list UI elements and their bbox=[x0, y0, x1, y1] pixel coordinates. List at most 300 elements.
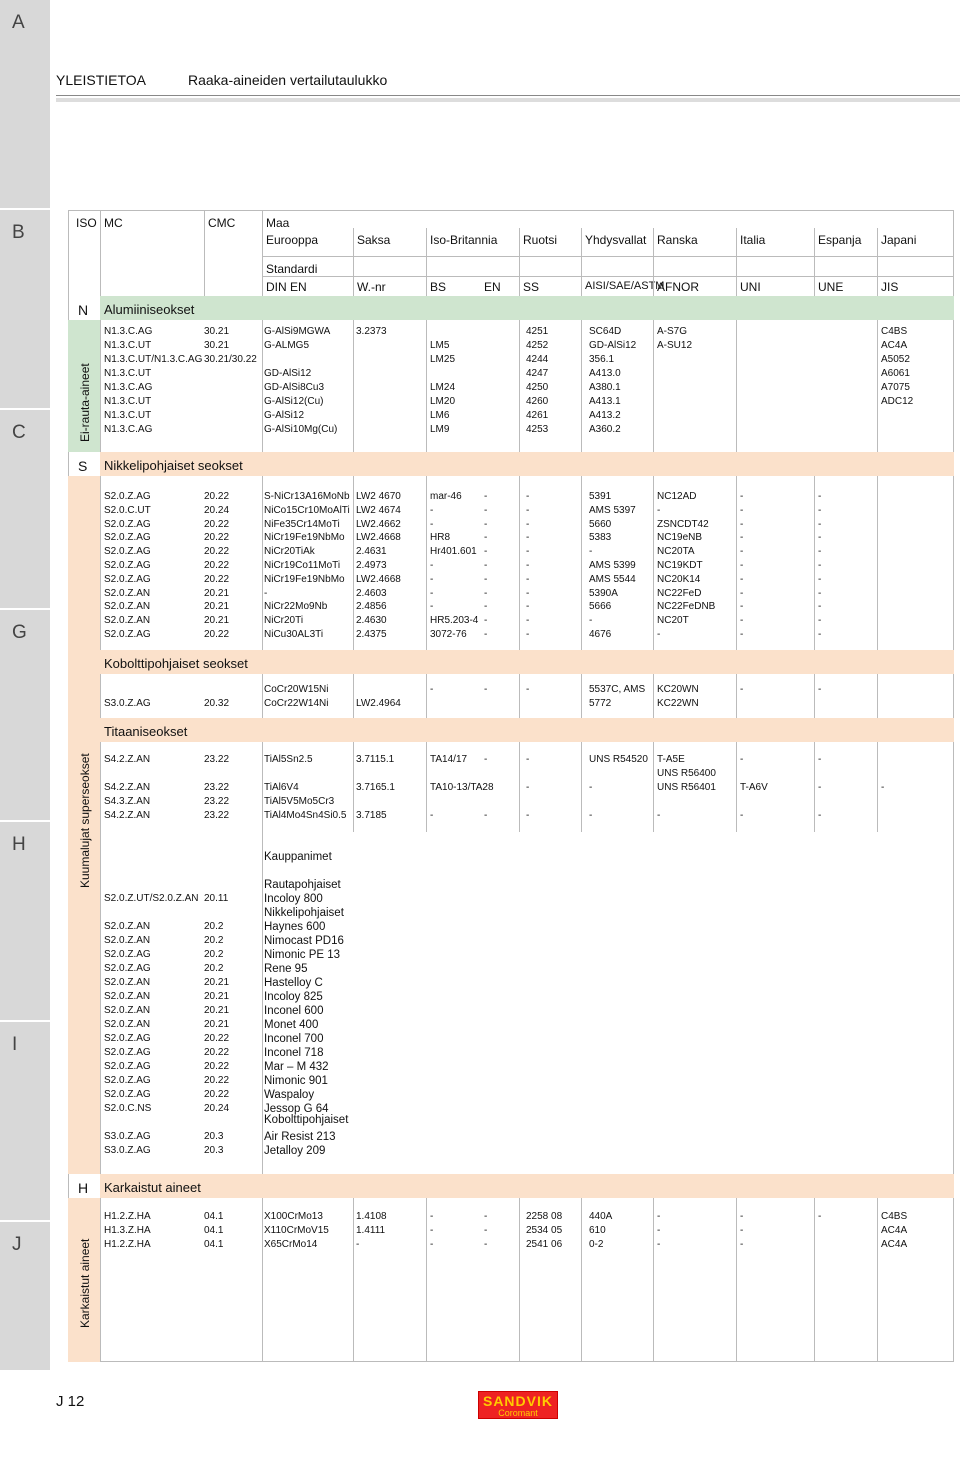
table-cell: 20.21 bbox=[204, 1005, 230, 1016]
table-cell: - bbox=[740, 504, 744, 516]
header-standard-8: UNE bbox=[818, 280, 844, 294]
table-cell: - bbox=[526, 546, 530, 558]
table-cell: - bbox=[430, 504, 434, 516]
table-cell: KC20WN bbox=[657, 684, 699, 695]
table-cell: AC4A bbox=[881, 1225, 908, 1236]
table-cell: A5052 bbox=[881, 354, 910, 365]
table-cell: G-AlSi12 bbox=[264, 410, 305, 421]
table-cell: S2.0.Z.AG bbox=[104, 560, 151, 571]
table-cell: X100CrMo13 bbox=[264, 1211, 323, 1222]
table-cell: - bbox=[740, 573, 744, 585]
table-cell: TiAl6V4 bbox=[264, 782, 299, 793]
table-cell: S2.0.Z.AG bbox=[104, 1061, 151, 1072]
table-cell: S2.0.Z.AN bbox=[104, 1019, 151, 1030]
table-cell: - bbox=[264, 587, 268, 599]
table-cell: 2.4603 bbox=[356, 587, 387, 599]
table-cell: GD-AlSi8Cu3 bbox=[264, 382, 325, 393]
table-row bbox=[0, 810, 860, 824]
table-cell: LM20 bbox=[430, 396, 456, 407]
grid-v-2 bbox=[426, 228, 427, 296]
table-cell: 2.4973 bbox=[356, 560, 387, 571]
table-cell: LM5 bbox=[430, 340, 450, 351]
side-tab-i[interactable]: I bbox=[0, 1022, 50, 1222]
table-cell: 20.22 bbox=[204, 1075, 230, 1086]
grid-h1 bbox=[262, 256, 954, 257]
header-standard-5: AISI/SAE/ASTM bbox=[585, 280, 665, 292]
table-cell: 440A bbox=[589, 1211, 613, 1222]
list-item bbox=[0, 1047, 860, 1061]
table-cell: N1.3.C.UT/N1.3.C.AG bbox=[104, 354, 203, 365]
table-cell: NiCr20TiAk bbox=[264, 546, 315, 558]
list-item bbox=[0, 1145, 860, 1159]
table-row bbox=[0, 615, 860, 629]
table-cell: G-AlSi10Mg(Cu) bbox=[264, 424, 338, 435]
table-cell: - bbox=[589, 782, 593, 793]
table-cell: Rene 95 bbox=[264, 963, 308, 975]
list-item bbox=[0, 1089, 860, 1103]
list-item bbox=[0, 1005, 860, 1019]
table-cell: S2.0.Z.AG bbox=[104, 518, 151, 530]
table-cell: - bbox=[484, 518, 488, 530]
header-standard-0: DIN EN bbox=[266, 280, 307, 294]
table-row bbox=[0, 1239, 908, 1253]
table-cell: - bbox=[430, 1211, 434, 1222]
table-cell: - bbox=[484, 491, 488, 502]
grid-v-alu-8 bbox=[877, 320, 878, 452]
table-cell: 20.22 bbox=[204, 546, 230, 558]
table-cell: - bbox=[526, 629, 530, 640]
table-cell: - bbox=[818, 587, 822, 599]
table-cell: NiCo15Cr10MoAlTi bbox=[264, 504, 350, 516]
section-title: YLEISTIETOA bbox=[56, 72, 146, 88]
table-cell: NC19eNB bbox=[657, 532, 703, 544]
table-cell: S2.0.Z.AN bbox=[104, 991, 151, 1002]
table-cell: - bbox=[589, 615, 593, 627]
table-cell: Mar – M 432 bbox=[264, 1061, 329, 1073]
section-karkaistut: Karkaistut aineet bbox=[100, 1174, 954, 1198]
list-item bbox=[0, 1033, 860, 1047]
table-cell: - bbox=[818, 810, 822, 821]
table-cell: LW2 4670 bbox=[356, 491, 401, 502]
table-cell: ZSNCDT42 bbox=[657, 518, 709, 530]
table-cell: - bbox=[484, 504, 488, 516]
table-cell: Haynes 600 bbox=[264, 921, 326, 933]
header-standard-1: W.-nr bbox=[357, 280, 386, 294]
table-cell: S2.0.Z.AG bbox=[104, 546, 151, 558]
header-standard-6: AFNOR bbox=[657, 280, 699, 294]
table-cell: - bbox=[526, 532, 530, 544]
table-cell: G-AlSi12(Cu) bbox=[264, 396, 324, 407]
table-cell: 4260 bbox=[526, 396, 549, 407]
header-cmc: CMC bbox=[208, 216, 236, 230]
table-cell: - bbox=[818, 601, 822, 613]
table-cell: HR5.203-4 bbox=[430, 615, 479, 627]
table-row bbox=[0, 546, 860, 560]
table-cell: S2.0.Z.AN bbox=[104, 921, 151, 932]
table-cell: NC22FeD bbox=[657, 587, 702, 599]
grid-v-h-9 bbox=[877, 1198, 878, 1362]
table-row bbox=[0, 601, 860, 615]
header-standard-3: EN bbox=[484, 280, 501, 294]
table-cell: - bbox=[484, 810, 488, 821]
table-cell: S3.0.Z.AG bbox=[104, 1145, 151, 1156]
grid-v-3 bbox=[519, 228, 520, 296]
table-cell: 5383 bbox=[589, 532, 612, 544]
table-cell: 30.21/30.22 bbox=[204, 354, 257, 365]
table-cell: AMS 5399 bbox=[589, 560, 636, 571]
table-cell: - bbox=[526, 491, 530, 502]
grid-v-8 bbox=[877, 228, 878, 296]
table-cell: H1.2.Z.HA bbox=[104, 1211, 151, 1222]
table-cell: LW2.4668 bbox=[356, 532, 401, 544]
table-cell: NiFe35Cr14MoTi bbox=[264, 518, 340, 530]
side-tab-g[interactable]: G bbox=[0, 610, 50, 822]
table-row bbox=[0, 698, 860, 712]
table-cell: Incoloy 825 bbox=[264, 991, 323, 1003]
table-cell: 5666 bbox=[589, 601, 612, 613]
table-cell: - bbox=[526, 573, 530, 585]
table-cell: 20.2 bbox=[204, 963, 224, 974]
table-cell: - bbox=[430, 601, 434, 613]
table-row bbox=[0, 424, 860, 438]
list-item bbox=[0, 1075, 860, 1089]
table-cell: - bbox=[484, 573, 488, 585]
header-divider-shadow bbox=[56, 98, 960, 102]
table-cell: 356.1 bbox=[589, 354, 615, 365]
table-cell: 20.2 bbox=[204, 935, 224, 946]
table-cell: NC20K14 bbox=[657, 573, 701, 585]
table-cell: - bbox=[818, 491, 822, 502]
header-standardi: Standardi bbox=[266, 262, 318, 276]
table-cell: N1.3.C.AG bbox=[104, 326, 153, 337]
table-cell: 5537C, AMS bbox=[589, 684, 646, 695]
header-standard-9: JIS bbox=[881, 280, 899, 294]
table-cell: - bbox=[589, 810, 593, 821]
header-iso: ISO bbox=[76, 216, 97, 230]
table-cell: 23.22 bbox=[204, 810, 230, 821]
table-cell: 04.1 bbox=[204, 1225, 224, 1236]
table-cell: A413.1 bbox=[589, 396, 621, 407]
table-cell: A413.2 bbox=[589, 410, 621, 421]
table-cell: UNS R56401 bbox=[657, 782, 716, 793]
table-cell: - bbox=[484, 1211, 488, 1222]
table-cell: S2.0.C.NS bbox=[104, 1103, 152, 1114]
table-cell: A-SU12 bbox=[657, 340, 693, 351]
side-tab-j[interactable]: J bbox=[0, 1222, 50, 1372]
table-cell: S2.0.Z.AN bbox=[104, 601, 151, 613]
table-cell: KC22WN bbox=[657, 698, 699, 709]
table-cell: S3.0.Z.AG bbox=[104, 698, 151, 709]
list-item bbox=[0, 991, 860, 1005]
side-tab-c[interactable]: C bbox=[0, 410, 50, 610]
table-cell: - bbox=[740, 629, 744, 640]
page-number: J 12 bbox=[56, 1393, 85, 1410]
page-title: Raaka-aineiden vertailutaulukko bbox=[188, 72, 388, 88]
table-cell: G-AlSi9MGWA bbox=[264, 326, 331, 337]
table-cell: 20.22 bbox=[204, 1061, 230, 1072]
table-cell: - bbox=[657, 1211, 661, 1222]
table-cell: NC12AD bbox=[657, 491, 697, 502]
table-cell: - bbox=[657, 504, 661, 516]
table-cell: 04.1 bbox=[204, 1211, 224, 1222]
table-cell: - bbox=[430, 587, 434, 599]
table-cell: SC64D bbox=[589, 326, 622, 337]
table-cell: C4BS bbox=[881, 326, 908, 337]
grid-v-5 bbox=[653, 228, 654, 296]
table-cell: 3072-76 bbox=[430, 629, 467, 640]
header-country-1: Saksa bbox=[357, 233, 391, 247]
table-cell: Inconel 700 bbox=[264, 1033, 324, 1045]
table-cell: mar-46 bbox=[430, 491, 462, 502]
table-cell: S2.0.Z.AG bbox=[104, 573, 151, 585]
side-tab-a[interactable]: A bbox=[0, 0, 50, 210]
table-cell: CoCr20W15Ni bbox=[264, 684, 329, 695]
trade-names-sub-cobalt: Kobolttipohjaiset bbox=[264, 1114, 349, 1126]
table-cell: 20.22 bbox=[204, 1047, 230, 1058]
grid-v-7 bbox=[814, 228, 815, 296]
table-cell: 20.2 bbox=[204, 921, 224, 932]
table-row bbox=[0, 505, 860, 519]
table-row bbox=[0, 368, 910, 382]
table-cell: S2.0.Z.AG bbox=[104, 1075, 151, 1086]
trade-names-sub-nickel: Nikkelipohjaiset bbox=[264, 907, 344, 919]
grid-v-co-9 bbox=[877, 674, 878, 718]
table-cell: 30.21 bbox=[204, 340, 230, 351]
table-cell: - bbox=[430, 810, 434, 821]
table-cell: A380.1 bbox=[589, 382, 621, 393]
table-cell: S4.2.Z.AN bbox=[104, 782, 151, 793]
table-cell: A360.2 bbox=[589, 424, 621, 435]
table-cell: S2.0.Z.AG bbox=[104, 949, 151, 960]
table-row bbox=[0, 340, 908, 354]
header-country-7: Espanja bbox=[818, 233, 862, 247]
table-cell: 2.4375 bbox=[356, 629, 387, 640]
table-cell: UNS R54520 bbox=[589, 754, 648, 765]
table-cell: S4.3.Z.AN bbox=[104, 796, 151, 807]
table-row bbox=[0, 532, 860, 546]
table-cell: 20.32 bbox=[204, 698, 230, 709]
list-item bbox=[0, 893, 860, 907]
table-cell: - bbox=[740, 810, 744, 821]
table-cell: - bbox=[526, 587, 530, 599]
table-cell: AC4A bbox=[881, 1239, 908, 1250]
table-cell: T-A6V bbox=[740, 782, 768, 793]
table-cell: - bbox=[484, 587, 488, 599]
header-maa: Maa bbox=[266, 216, 290, 230]
table-cell: S2.0.Z.AG bbox=[104, 1033, 151, 1044]
table-cell: UNS R56400 bbox=[657, 768, 716, 779]
table-cell: - bbox=[484, 754, 488, 765]
table-cell: 5391 bbox=[589, 491, 612, 502]
list-item bbox=[0, 949, 860, 963]
table-row bbox=[0, 410, 860, 424]
table-cell: - bbox=[526, 615, 530, 627]
side-tab-h[interactable]: H bbox=[0, 822, 50, 1022]
table-cell: - bbox=[430, 1239, 434, 1250]
table-row bbox=[0, 1225, 908, 1239]
table-cell: 23.22 bbox=[204, 782, 230, 793]
table-cell: X110CrMoV15 bbox=[264, 1225, 329, 1236]
header-country-4: Yhdysvallat bbox=[585, 233, 647, 247]
header-country-3: Ruotsi bbox=[523, 233, 558, 247]
table-cell: - bbox=[740, 754, 744, 765]
table-cell: - bbox=[589, 546, 593, 558]
table-row bbox=[0, 754, 860, 768]
table-cell: S2.0.Z.AN bbox=[104, 615, 151, 627]
table-cell: - bbox=[526, 782, 530, 793]
table-cell: 4250 bbox=[526, 382, 549, 393]
table-cell: LW2.4662 bbox=[356, 518, 401, 530]
table-cell: C4BS bbox=[881, 1211, 908, 1222]
header-standard-2: BS bbox=[430, 280, 447, 294]
header-country-5: Ranska bbox=[657, 233, 698, 247]
table-cell: NiCr19Fe19NbMo bbox=[264, 573, 345, 585]
table-row bbox=[0, 396, 914, 410]
table-cell: 4253 bbox=[526, 424, 549, 435]
table-row bbox=[0, 574, 860, 588]
table-cell: 4247 bbox=[526, 368, 549, 379]
table-cell: - bbox=[818, 546, 822, 558]
table-cell: NC19KDT bbox=[657, 560, 703, 571]
table-cell: - bbox=[526, 684, 530, 695]
table-cell: NiCr19Co11MoTi bbox=[264, 560, 341, 571]
table-cell: S4.2.Z.AN bbox=[104, 810, 151, 821]
table-cell: 20.22 bbox=[204, 532, 230, 544]
table-cell: Air Resist 213 bbox=[264, 1131, 336, 1143]
grid-v-ti-9 bbox=[877, 742, 878, 832]
table-cell: Nimocast PD16 bbox=[264, 935, 344, 947]
table-cell: 5660 bbox=[589, 518, 612, 530]
header-country-0: Eurooppa bbox=[266, 233, 319, 247]
header-country-8: Japani bbox=[881, 233, 917, 247]
table-cell: 2.4856 bbox=[356, 601, 387, 613]
table-cell: ADC12 bbox=[881, 396, 914, 407]
table-cell: S2.0.Z.UT/S2.0.Z.AN bbox=[104, 893, 199, 904]
grid-h2 bbox=[262, 276, 954, 277]
table-cell: 20.21 bbox=[204, 991, 230, 1002]
side-tab-b[interactable]: B bbox=[0, 210, 50, 410]
vertical-label-super: Kuumalujat superseokset bbox=[78, 753, 92, 888]
table-cell: 20.2 bbox=[204, 949, 224, 960]
table-cell: 1.4108 bbox=[356, 1211, 387, 1222]
table-cell: - bbox=[740, 1225, 744, 1236]
table-cell: 04.1 bbox=[204, 1239, 224, 1250]
table-cell: - bbox=[526, 560, 530, 571]
table-row bbox=[0, 326, 908, 340]
table-cell: H1.2.Z.HA bbox=[104, 1239, 151, 1250]
table-cell: - bbox=[740, 518, 744, 530]
table-cell: S2.0.Z.AG bbox=[104, 629, 151, 640]
table-cell: CoCr22W14Ni bbox=[264, 698, 329, 709]
table-cell: H1.3.Z.HA bbox=[104, 1225, 151, 1236]
table-cell: S2.0.Z.AG bbox=[104, 532, 151, 544]
table-cell: - bbox=[484, 532, 488, 544]
table-cell: AC4A bbox=[881, 340, 908, 351]
table-cell: - bbox=[740, 615, 744, 627]
table-cell: S2.0.Z.AN bbox=[104, 587, 151, 599]
table-cell: - bbox=[430, 684, 434, 695]
table-cell: - bbox=[818, 504, 822, 516]
list-item bbox=[0, 977, 860, 991]
table-cell: - bbox=[740, 560, 744, 571]
table-cell: Nimonic 901 bbox=[264, 1075, 328, 1087]
table-cell: - bbox=[818, 782, 822, 793]
grid-v-body bbox=[100, 320, 101, 1362]
table-cell: S2.0.Z.AG bbox=[104, 963, 151, 974]
table-cell: 20.22 bbox=[204, 573, 230, 585]
table-cell: LW2.4668 bbox=[356, 573, 401, 585]
table-cell: 20.21 bbox=[204, 977, 230, 988]
table-cell: - bbox=[526, 518, 530, 530]
table-cell: 20.3 bbox=[204, 1145, 224, 1156]
table-cell: - bbox=[484, 546, 488, 558]
table-cell: - bbox=[356, 1239, 360, 1250]
table-cell: 2258 08 bbox=[526, 1211, 563, 1222]
table-cell: Inconel 600 bbox=[264, 1005, 324, 1017]
table-cell: Incoloy 800 bbox=[264, 893, 323, 905]
table-row bbox=[0, 560, 860, 574]
table-cell: - bbox=[484, 629, 488, 640]
list-item bbox=[0, 963, 860, 977]
header-country-2: Iso-Britannia bbox=[430, 233, 498, 247]
header-standard-7: UNI bbox=[740, 280, 761, 294]
table-cell: LM9 bbox=[430, 424, 450, 435]
table-cell: - bbox=[740, 587, 744, 599]
table-cell: - bbox=[740, 491, 744, 502]
table-cell: 23.22 bbox=[204, 754, 230, 765]
table-cell: 2541 06 bbox=[526, 1239, 563, 1250]
table-cell: 5390A bbox=[589, 587, 618, 599]
header-mc: MC bbox=[104, 216, 123, 230]
table-cell: - bbox=[657, 1239, 661, 1250]
table-cell: S-NiCr13A16MoNb bbox=[264, 491, 350, 502]
vertical-label-hard: Karkaistut aineet bbox=[78, 1238, 92, 1328]
list-item bbox=[0, 1019, 860, 1033]
table-row bbox=[0, 796, 860, 810]
table-row bbox=[0, 491, 860, 505]
section-titaani: Titaaniseokset bbox=[100, 718, 954, 742]
table-cell: - bbox=[740, 1239, 744, 1250]
group-letter-h: H bbox=[78, 1180, 89, 1196]
table-cell: N1.3.C.UT bbox=[104, 396, 152, 407]
table-cell: 2.4631 bbox=[356, 546, 387, 558]
header-divider bbox=[56, 95, 960, 96]
table-cell: 3.7115.1 bbox=[356, 754, 395, 765]
table-cell: S4.2.Z.AN bbox=[104, 754, 151, 765]
table-cell: - bbox=[484, 615, 488, 627]
table-cell: N1.3.C.UT bbox=[104, 410, 152, 421]
table-cell: 4252 bbox=[526, 340, 549, 351]
table-cell: - bbox=[484, 1239, 488, 1250]
table-cell: - bbox=[430, 1225, 434, 1236]
table-cell: G-ALMG5 bbox=[264, 340, 310, 351]
logo-brand-sub: Coromant bbox=[498, 1408, 538, 1418]
table-cell: S2.0.Z.AG bbox=[104, 1089, 151, 1100]
table-cell: Jetalloy 209 bbox=[264, 1145, 326, 1157]
table-cell: NiCr20Ti bbox=[264, 615, 304, 627]
table-cell: - bbox=[657, 810, 661, 821]
table-cell: GD-AlSi12 bbox=[264, 368, 312, 379]
table-cell: TiAl5V5Mo5Cr3 bbox=[264, 796, 335, 807]
table-cell: Jessop G 64 bbox=[264, 1103, 329, 1115]
logo-brand: SANDVIK bbox=[482, 1393, 553, 1409]
table-cell: TA14/17 bbox=[430, 754, 468, 765]
table-cell: LW2.4964 bbox=[356, 698, 401, 709]
header-standard-4: SS bbox=[523, 280, 540, 294]
table-cell: 20.22 bbox=[204, 629, 230, 640]
trade-names-title: Kauppanimet bbox=[264, 851, 332, 863]
table-cell: TiAl4Mo4Sn4Si0.5 bbox=[264, 810, 347, 821]
